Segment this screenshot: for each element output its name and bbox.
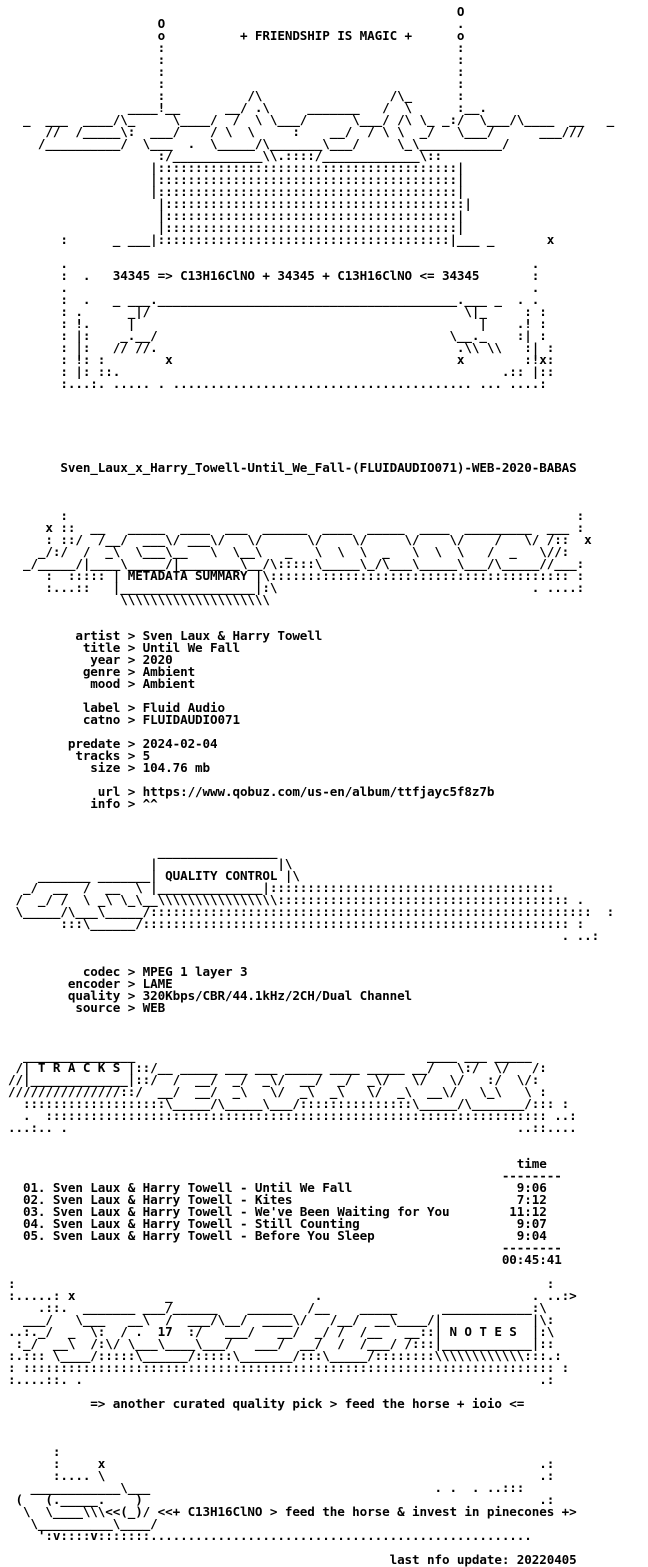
nfo-line: 00:45:41	[8, 1252, 562, 1267]
nfo-line: Sven_Laux_x_Harry_Towell-Until_We_Fall-(FLUIDAUDIO071)-WEB-2020-BABAS	[8, 460, 577, 475]
nfo-line: ____________\___ . . . ..:::	[8, 1480, 525, 1495]
nfo-line: :/____________\\.::::/_____________\::	[8, 148, 442, 163]
nfo-line: : :	[8, 1276, 555, 1291]
nfo-line: : |: ::. .:: |::	[8, 364, 555, 379]
nfo-line	[8, 414, 614, 426]
nfo-line: : !. | | .! :	[8, 316, 547, 331]
nfo-line: :....::. . .:	[8, 1372, 555, 1387]
nfo-line: : /\ /\_ :	[8, 88, 465, 103]
nfo-line: : ::::: | METADATA SUMMARY |\:::::::::::::::::::::::::::::::::::::::: :	[8, 568, 585, 583]
nfo-line: 01. Sven Laux & Harry Towell - Until We Fall 9:06	[8, 1180, 547, 1195]
nfo-line: 04. Sven Laux & Harry Towell - Still Counting 9:07	[8, 1216, 547, 1231]
nfo-line	[8, 1410, 614, 1422]
nfo-line: quality > 320Kbps/CBR/44.1kHz/2CH/Dual Channel	[8, 988, 413, 1003]
nfo-line: artist > Sven Laux & Harry Towell	[8, 628, 323, 643]
nfo-line: size > 104.76 mb	[8, 760, 211, 775]
nfo-line: :...:. ..... . ........................................ ... ....:	[8, 376, 547, 391]
nfo-line: . .	[8, 280, 540, 295]
nfo-line: : :	[8, 76, 465, 91]
nfo-line: ___/ \___ __\ / ___/\__/ ____\/ /__/ __\____/| |\:	[8, 1312, 555, 1327]
nfo-line	[8, 1542, 614, 1554]
nfo-line: |:::::::::::::::::::::::::::::::::::::::|	[8, 208, 465, 223]
nfo-line: 02. Sven Laux & Harry Towell - Kites 7:12	[8, 1192, 547, 1207]
nfo-line: // /_____\: ___/ / \ \ : __/ / \ \ _/ \___/ ___///	[8, 124, 585, 139]
nfo-line: :.::: \____/:::::\______/:::::\_______/:::\_____/::::::::\\\\\\\\\\\\:::.:	[8, 1348, 562, 1363]
nfo-line: mood > Ambient	[8, 676, 196, 691]
nfo-line: //|_____________|::/ / __/ _/ _\/ __/ _/ _\/ \/ \/ :/ \/:	[8, 1072, 540, 1087]
nfo-line: : :	[8, 64, 465, 79]
nfo-line	[8, 390, 614, 402]
nfo-line	[8, 1014, 614, 1026]
nfo-line: encoder > LAME	[8, 976, 173, 991]
nfo-line: _/ __ / __ \ |______________|::::::::::::::::::::::::::::::::::::::	[8, 880, 555, 895]
nfo-line: :::\______/::::::::::::::::::::::::::::::::::::::::::::::::::::::::: :	[8, 916, 585, 931]
nfo-line	[8, 426, 614, 438]
nfo-line: label > Fluid Audio	[8, 700, 225, 715]
nfo-line	[8, 1026, 614, 1038]
nfo-line: _______________ ____ ___ _____	[8, 1048, 532, 1063]
nfo-line: ( (._____. ) .:	[8, 1492, 555, 1507]
nfo-line: : . 34345 => C13H16ClNO + 34345 + C13H16ClNO <= 34345 :	[8, 268, 540, 283]
nfo-line: : |: _.__/ \__._ :| :	[8, 328, 547, 343]
nfo-line: : |: // //. .\\ \\ :| :	[8, 340, 555, 355]
nfo-line: /__________/ \___ . \_____/\_______\___/ \_\___________/	[8, 136, 510, 151]
nfo-line: ________________	[8, 844, 278, 859]
nfo-line: _______ _______| QUALITY CONTROL |\	[8, 868, 300, 883]
nfo-line	[8, 474, 614, 486]
nfo-line: : :	[8, 508, 585, 523]
nfo-line: \__________\____/	[8, 1516, 158, 1531]
nfo-line: :	[8, 1444, 61, 1459]
nfo-line	[8, 402, 614, 414]
nfo-line: codec > MPEG 1 layer 3	[8, 964, 248, 979]
nfo-line: \_____/\___\_____/::::::::::::::::::::::::::::::::::::::::::::::::::::::::::: :	[8, 904, 615, 919]
nfo-line	[8, 438, 614, 450]
nfo-line: predate > 2024-02-04	[8, 736, 218, 751]
nfo-line: : x .:	[8, 1456, 555, 1471]
nfo-line: : :	[8, 40, 465, 55]
nfo-line: title > Until We Fall	[8, 640, 240, 655]
nfo-line: : :	[8, 52, 465, 67]
nfo-line	[8, 486, 614, 498]
nfo-line: |:::::::::::::::::::::::::::::::::::::::|	[8, 220, 465, 235]
nfo-line: : . _|/ \|_ : :	[8, 304, 547, 319]
nfo-line: . ..:	[8, 928, 600, 943]
nfo-line: last nfo update: 20220405	[8, 1552, 577, 1567]
nfo-line: source > WEB	[8, 1000, 166, 1015]
nfo-line: :...:: |__________________|:\ . ....:	[8, 580, 585, 595]
nfo-line: : !: : x x :!x:	[8, 352, 555, 367]
nfo-line	[8, 942, 614, 954]
nfo-line: ///////////////::/ __/ __/ _\ \/ _\ _\ \/ _\ __\/ \_\ \ :	[8, 1084, 547, 1099]
nfo-line: year > 2020	[8, 652, 173, 667]
nfo-line: O .	[8, 16, 465, 31]
nfo-line: catno > FLUIDAUDIO071	[8, 712, 240, 727]
nfo-line: : . _ ___.________________________________________.___ _ . .	[8, 292, 540, 307]
nfo-line: => another curated quality pick > feed the horse + ioio <=	[8, 1396, 525, 1411]
nfo-line: --------	[8, 1240, 562, 1255]
nfo-line: : ::::::::::::::::::::::::::::::::::::::::::::::::::::::::::::::::::::::: :	[8, 1360, 570, 1375]
nfo-line: . .	[8, 256, 540, 271]
nfo-line: :_/ __\ /:\/ \___\____\___/ ___/ __/ / /___/ /:::|____________|::	[8, 1336, 555, 1351]
nfo-line	[8, 822, 614, 834]
nfo-line: _/:/ / _\ \___\__ \ \__\ _ \ \ \ _ \ \ \ / _ \//:	[8, 544, 570, 559]
nfo-line: info > ^^	[8, 796, 158, 811]
nfo-line: |::::::::::::::::::::::::::::::::::::::::|	[8, 196, 472, 211]
nfo-line: : _ ___|:::::::::::::::::::::::::::::::::::::::|___ _ x	[8, 232, 555, 247]
nfo-line	[8, 1422, 614, 1434]
nfo-line: |::::::::::::::::::::::::::::::::::::::::|	[8, 172, 465, 187]
nfo-line: ____!__ __/ .\ _______ / \ :__.	[8, 100, 487, 115]
nfo-line: _ ___ ____/\_ \____/ / \ \___/ \___/ /\ \_ _:/ \___/\____ __ _	[8, 112, 615, 127]
nfo-line: | |\	[8, 856, 293, 871]
nfo-line	[8, 1134, 614, 1146]
nfo-line: ':v::::v:::::::...................................................	[8, 1528, 532, 1543]
nfo-line: /| T R A C K S |::/__ _____ ___ ___ _____ ____ _____ __/ \:/ \/ /:	[8, 1060, 547, 1075]
nfo-line	[8, 810, 614, 822]
nfo-line: url > https://www.qobuz.com/us-en/album/ttfjayc5f8z7b	[8, 784, 495, 799]
nfo-line: :.... \ .:	[8, 1468, 555, 1483]
nfo-line: : ::/ /__/ ___\/ ___\/ \/ \/ \/ \/ \/ / \/ /:: x	[8, 532, 592, 547]
nfo-line: o + FRIENDSHIP IS MAGIC + o	[8, 28, 465, 43]
nfo-line: ..:._/ _ \: / . 17 :/ ___/ __/ _/ / /__ __::| N O T E S |:\	[8, 1324, 555, 1339]
nfo-line: tracks > 5	[8, 748, 151, 763]
nfo-line: 03. Sven Laux & Harry Towell - We've Been Waiting for You 11:12	[8, 1204, 547, 1219]
nfo-line: / _/ / \ _\ \_\__\\\\\\\\\\\\\\\\::::::::::::::::::::::::::::::::::::::: .	[8, 892, 585, 907]
nfo-line: ...:.. . ..::....	[8, 1120, 577, 1135]
nfo-line: .::. _______ ___/______ ______ /__ _____ ____________:\	[8, 1300, 547, 1315]
nfo-document	[8, 6, 614, 1566]
nfo-line	[8, 606, 614, 618]
nfo-line: \ \____\\\<<(_)/ <<+ C13H16ClNO > feed the horse & invest in pinecones +>	[8, 1504, 577, 1519]
nfo-line: --------	[8, 1168, 562, 1183]
nfo-line: |::::::::::::::::::::::::::::::::::::::::|	[8, 160, 465, 175]
nfo-line: _/_____/|____\_____/|________\__/\:::::\_____\_/\___\_____\___/\_____//___:	[8, 556, 585, 571]
nfo-line: genre > Ambient	[8, 664, 196, 679]
nfo-line: x :: __ _____ ____ ___ ______ ____ _____ ____ _________ ___ :	[8, 520, 585, 535]
nfo-line: time	[8, 1156, 547, 1171]
nfo-line: . ::::::::::::::::::::::::::::::::::::::::::::::::::::::::::::::::::: ..:	[8, 1108, 577, 1123]
nfo-line	[8, 1434, 614, 1446]
nfo-line: :.....: x _ . . ..:>	[8, 1288, 577, 1303]
nfo-line: 05. Sven Laux & Harry Towell - Before You Sleep 9:04	[8, 1228, 547, 1243]
nfo-line: O	[8, 4, 465, 19]
nfo-line: :::::::::::::::::::\_____/\_____\___/:::::::::::::::\_____/\_______/::: :	[8, 1096, 570, 1111]
nfo-line: \\\\\\\\\\\\\\\\\\\\	[8, 592, 270, 607]
nfo-line: |::::::::::::::::::::::::::::::::::::::::|	[8, 184, 465, 199]
